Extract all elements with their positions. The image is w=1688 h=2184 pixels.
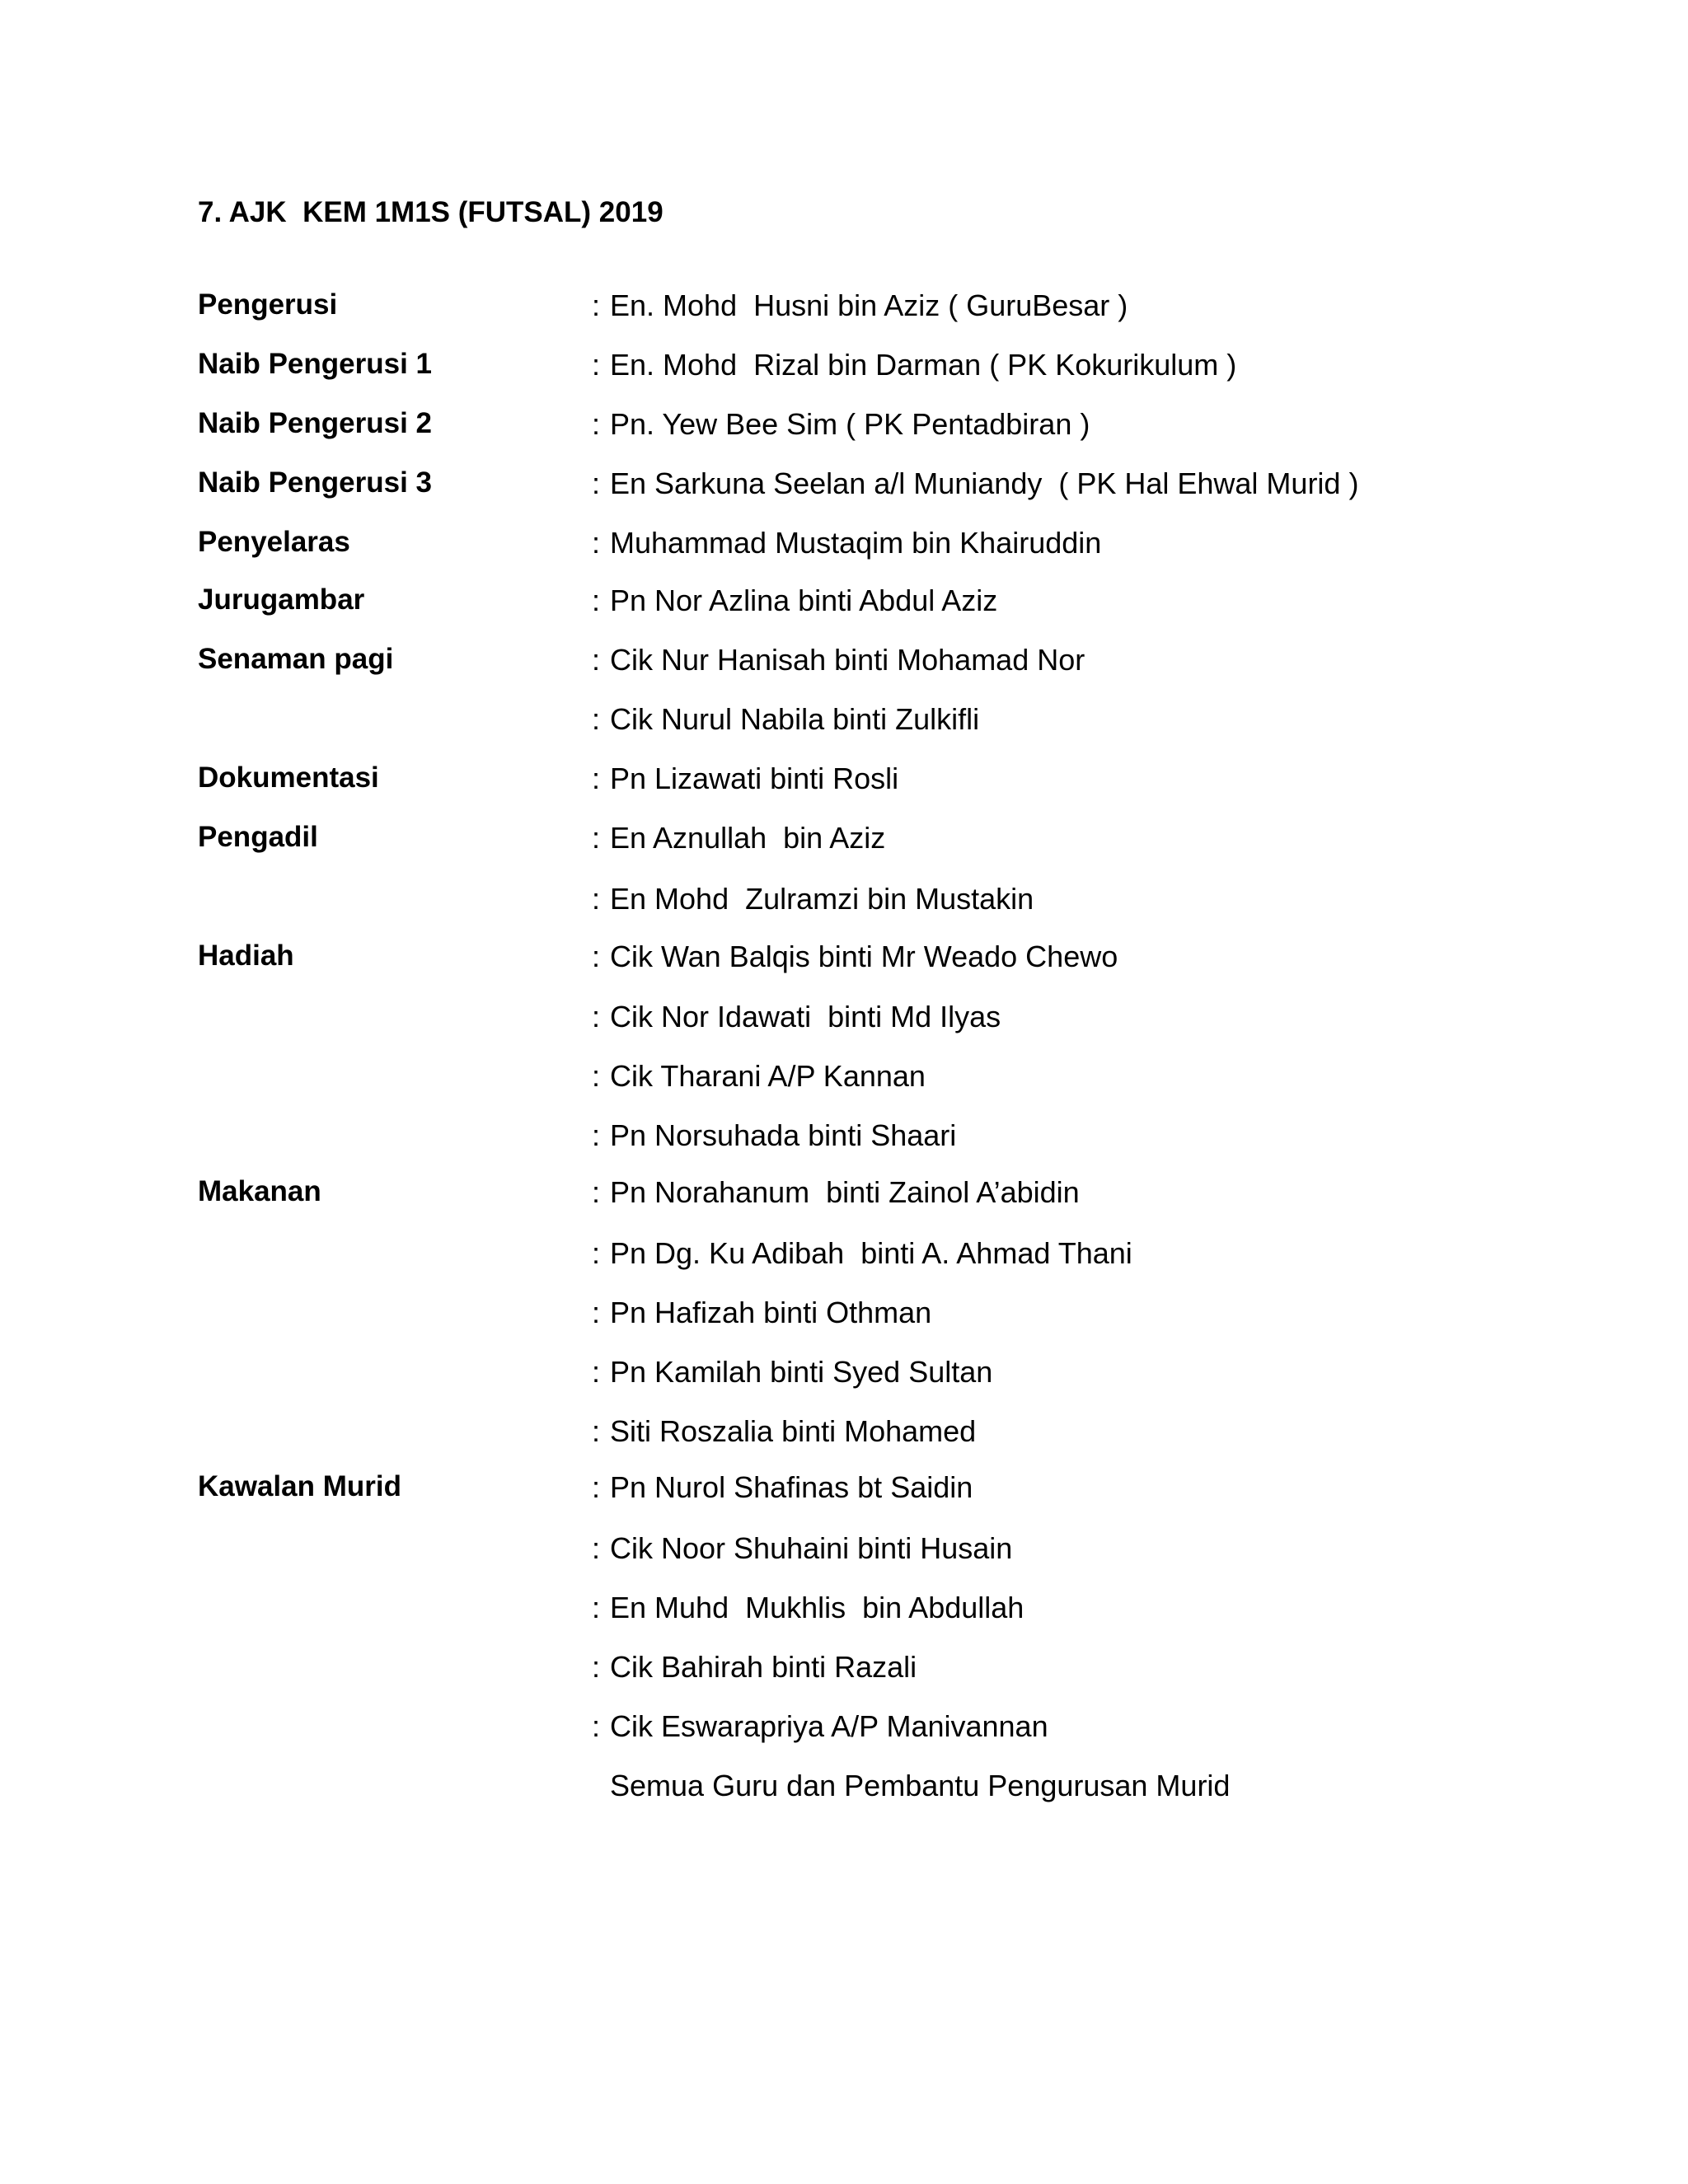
closing-row: [0, 1769, 1688, 1810]
member-name: Muhammad Mustaqim bin Khairuddin: [610, 526, 1102, 560]
role-label: Naib Pengerusi 2: [198, 407, 432, 439]
separator: :: [592, 1000, 601, 1033]
separator: :: [592, 1650, 601, 1684]
separator: :: [592, 1118, 601, 1152]
role-label: Penyelaras: [198, 526, 350, 558]
member-name: Cik Nurul Nabila binti Zulkifli: [610, 702, 980, 736]
separator: :: [592, 288, 601, 322]
member-name: Cik Nur Hanisah binti Mohamad Nor: [610, 643, 1085, 677]
committee-row: [0, 1236, 1688, 1277]
member-name: Siti Roszalia binti Mohamed: [610, 1414, 977, 1448]
separator: :: [592, 407, 601, 441]
committee-row: [0, 1118, 1688, 1160]
separator: :: [592, 1236, 601, 1270]
committee-row: [0, 1709, 1688, 1750]
committee-row: [0, 940, 1688, 981]
member-name: Cik Tharani A/P Kannan: [610, 1059, 926, 1093]
separator: :: [592, 583, 601, 617]
member-name: Pn Dg. Ku Adibah binti A. Ahmad Thani: [610, 1236, 1132, 1270]
separator: :: [592, 882, 601, 916]
separator: :: [592, 1175, 601, 1209]
closing-note: Semua Guru dan Pembantu Pengurusan Murid: [610, 1769, 1231, 1802]
member-name: Pn. Yew Bee Sim ( PK Pentadbiran ): [610, 407, 1090, 441]
separator: :: [592, 1470, 601, 1504]
member-name: Pn Norahanum binti Zainol A’abidin: [610, 1175, 1080, 1209]
separator: :: [592, 1531, 601, 1565]
committee-row: [0, 348, 1688, 389]
separator: :: [592, 466, 601, 500]
member-name: En. Mohd Rizal bin Darman ( PK Kokurikulum ): [610, 348, 1237, 382]
separator: :: [592, 1296, 601, 1329]
committee-row: [0, 407, 1688, 448]
role-label: Hadiah: [198, 940, 294, 972]
member-name: En Aznullah bin Aziz: [610, 821, 886, 855]
separator: :: [592, 1591, 601, 1624]
committee-row: [0, 1355, 1688, 1396]
role-label: Pengadil: [198, 821, 318, 853]
committee-row: [0, 1000, 1688, 1041]
separator: :: [592, 762, 601, 795]
role-label: Dokumentasi: [198, 762, 379, 794]
role-label: Naib Pengerusi 3: [198, 466, 432, 499]
committee-row: [0, 1296, 1688, 1337]
committee-row: [0, 1650, 1688, 1691]
member-name: Cik Wan Balqis binti Mr Weado Chewo: [610, 940, 1118, 973]
member-name: En. Mohd Husni bin Aziz ( GuruBesar ): [610, 288, 1128, 322]
member-name: Pn Lizawati binti Rosli: [610, 762, 899, 795]
member-name: En Mohd Zulramzi bin Mustakin: [610, 882, 1034, 916]
separator: :: [592, 526, 601, 560]
member-name: Pn Nurol Shafinas bt Saidin: [610, 1470, 973, 1504]
member-name: Pn Nor Azlina binti Abdul Aziz: [610, 583, 998, 617]
committee-row: [0, 583, 1688, 625]
member-name: Pn Kamilah binti Syed Sultan: [610, 1355, 993, 1389]
committee-row: [0, 821, 1688, 862]
committee-row: [0, 288, 1688, 330]
separator: :: [592, 702, 601, 736]
committee-row: [0, 466, 1688, 508]
committee-row: [0, 1175, 1688, 1216]
committee-row: [0, 1470, 1688, 1511]
role-label: Jurugambar: [198, 583, 365, 616]
member-name: Cik Bahirah binti Razali: [610, 1650, 917, 1684]
separator: :: [592, 348, 601, 382]
separator: :: [592, 1059, 601, 1093]
committee-row: [0, 1059, 1688, 1100]
committee-row: [0, 762, 1688, 803]
separator: :: [592, 940, 601, 973]
committee-row: [0, 882, 1688, 923]
role-label: Senaman pagi: [198, 643, 394, 675]
separator: :: [592, 643, 601, 677]
member-name: Pn Hafizah binti Othman: [610, 1296, 932, 1329]
committee-row: [0, 526, 1688, 567]
committee-row: [0, 643, 1688, 684]
separator: :: [592, 1709, 601, 1743]
document-title: 7. AJK KEM 1M1S (FUTSAL) 2019: [198, 196, 663, 228]
role-label: Pengerusi: [198, 288, 338, 321]
separator: :: [592, 1355, 601, 1389]
committee-row: [0, 1591, 1688, 1632]
member-name: En Muhd Mukhlis bin Abdullah: [610, 1591, 1025, 1624]
member-name: Cik Eswarapriya A/P Manivannan: [610, 1709, 1048, 1743]
committee-row: [0, 702, 1688, 743]
committee-row: [0, 1414, 1688, 1455]
committee-row: [0, 1531, 1688, 1572]
separator: :: [592, 1414, 601, 1448]
member-name: Pn Norsuhada binti Shaari: [610, 1118, 957, 1152]
role-label: Naib Pengerusi 1: [198, 348, 432, 380]
member-name: Cik Noor Shuhaini binti Husain: [610, 1531, 1013, 1565]
role-label: Kawalan Murid: [198, 1470, 401, 1502]
separator: :: [592, 821, 601, 855]
member-name: En Sarkuna Seelan a/l Muniandy ( PK Hal Ehwal Murid ): [610, 466, 1359, 500]
member-name: Cik Nor Idawati binti Md Ilyas: [610, 1000, 1001, 1033]
role-label: Makanan: [198, 1175, 321, 1207]
